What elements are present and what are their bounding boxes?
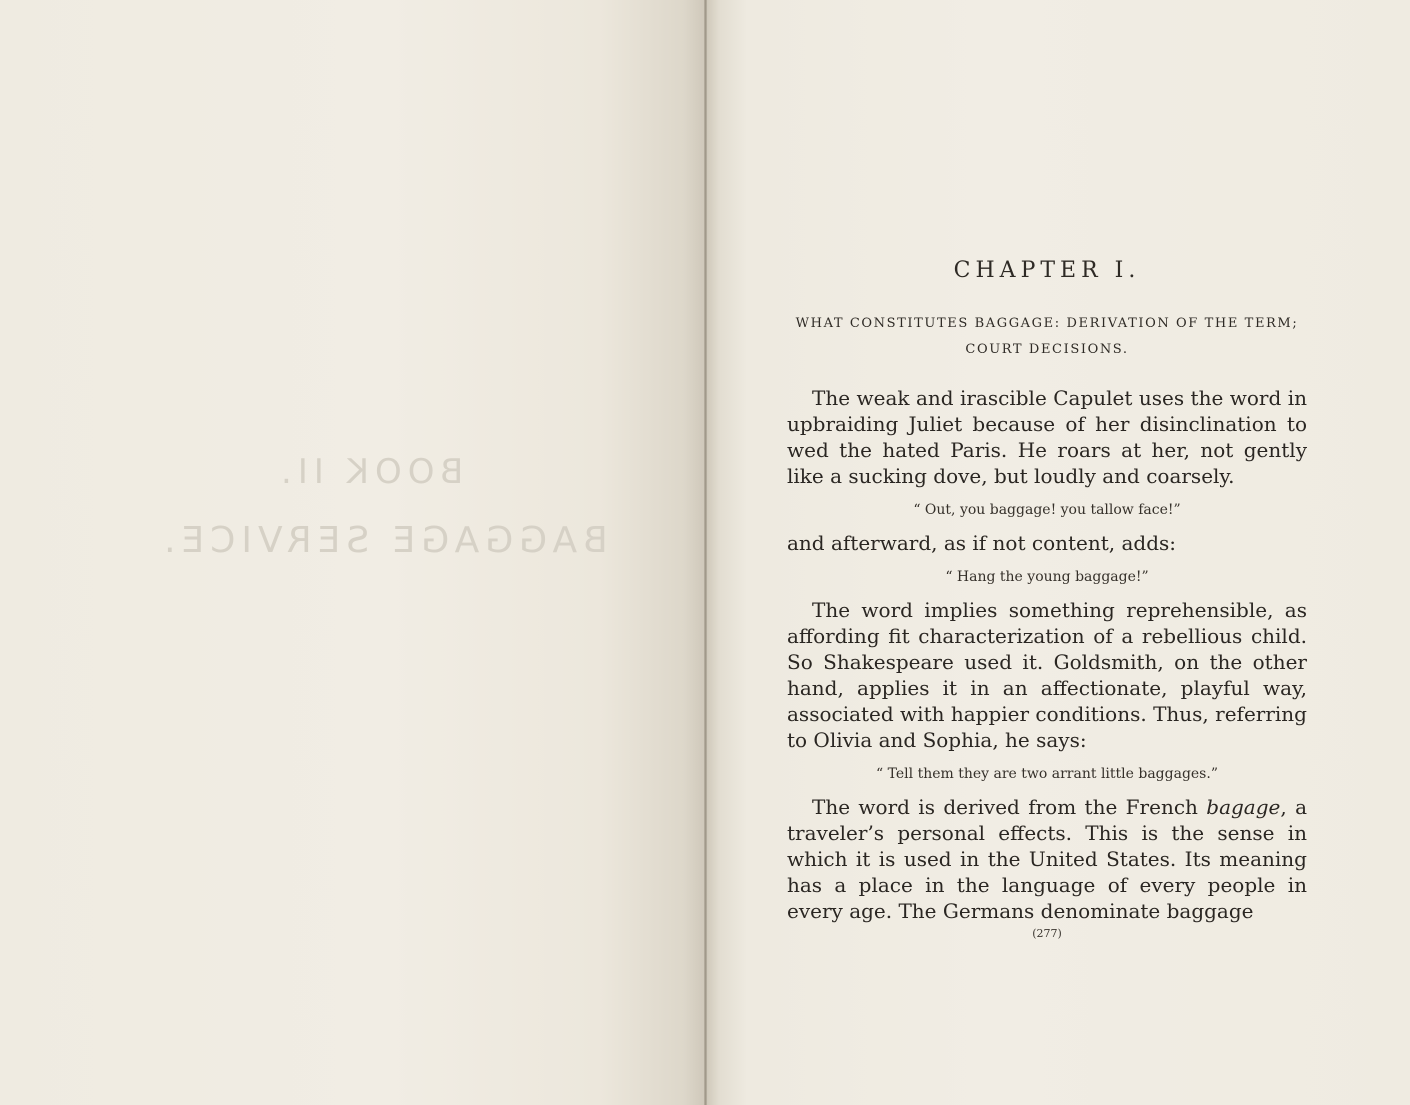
show-through-text-line-2: BAGGAGE SERVICE. [158,520,608,561]
paragraph-1: The weak and irascible Capulet uses the word in upbraiding Juliet because of her disinclination to wed the hated Paris. He roars at her, not gently like a sucking dove, but loudly and coarsely. [787,386,1307,488]
quote-2: “ Hang the young baggage!” [945,569,1149,585]
paragraph-4-italic-word: bagage [1206,795,1281,819]
book-gutter [704,0,707,1105]
paragraph-2: and afterward, as if not content, adds: [787,531,1177,555]
quote-3: “ Tell them they are two arrant little baggages.” [876,766,1218,782]
chapter-subtitle: WHAT CONSTITUTES BAGGAGE: DERIVATION OF THE TERM; COURT DECISIONS. [795,316,1299,357]
quote-1: “ Out, you baggage! you tallow face!” [913,502,1181,518]
paragraph-4 [787,794,1307,924]
paragraph-4-start: The word is derived from the French [812,795,1207,819]
page-number: (277) [1032,927,1062,940]
show-through-text-line-1: BOOK II. [275,452,464,492]
paragraph-3: The word implies something reprehensible, as affording fit characterization of a rebellious child. So Shakespeare used it. Goldsmith, on the other hand, applies it in an affectionate, playful way, associated with happier conditions. Thus, referring to Olivia and Sophia, he says: [787,598,1307,752]
paragraph-4-end: , a traveler’s personal effects. This is the sense in which it is used in the United States. Its meaning has a place in the language of every people in every age. The Germans denominate baggage [787,795,1308,923]
page-content [787,258,1307,940]
right-page [705,0,1410,1105]
chapter-title: CHAPTER I. [953,258,1141,283]
